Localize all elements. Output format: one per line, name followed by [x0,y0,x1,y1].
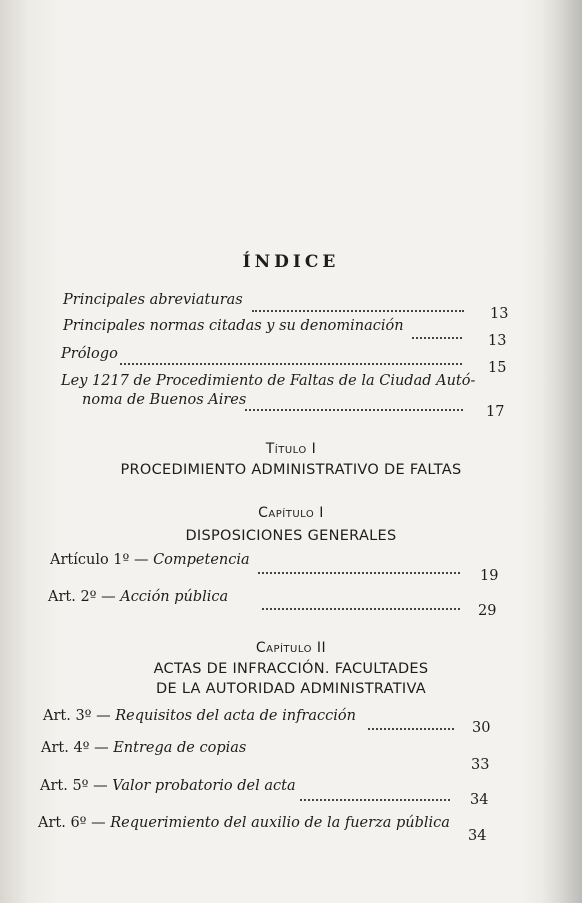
dot-leader [120,361,462,365]
page-number: 13 [488,333,507,349]
page-number: 34 [470,792,489,808]
toc-entry-title-line2: noma de Buenos Aires [82,392,247,408]
article-number: Art. 3º — [43,708,111,724]
toc-entry-title: Prólogo [61,346,118,362]
capitulo-1-name: DISPOSICIONES GENERALES [185,528,397,544]
toc-entry-title-line1: Ley 1217 de Procedimiento de Faltas de la Ciudad Autó- [61,373,476,389]
article-number: Art. 6º — [38,815,106,831]
titulo-name: PROCEDIMIENTO ADMINISTRATIVO DE FALTAS [120,462,462,478]
article-title: Entrega de copias [113,740,247,756]
article-title: Acción pública [120,589,229,605]
toc-entry-title: Principales abreviaturas [63,292,243,308]
dot-leader [245,407,463,411]
toc-entry-art-5[interactable] [40,778,296,794]
capitulo-1-label: Capítulo I [258,505,324,521]
page-number: 33 [471,757,490,773]
dot-leader [412,335,462,339]
dot-leader [368,726,454,730]
toc-entry-title: Principales normas citadas y su denominación [63,318,404,334]
dot-leader [262,606,460,610]
capitulo-2-name-line1: ACTAS DE INFRACCIÓN. FACULTADES [153,661,429,677]
capitulo-2-label: Capítulo II [255,640,327,656]
index-heading: ÍNDICE [242,252,340,272]
toc-entry-ley-1217[interactable] [61,373,475,389]
article-number: Artículo 1º — [50,552,149,568]
article-number: Art. 4º — [41,740,109,756]
capitulo-2-name-line2: DE LA AUTORIDAD ADMINISTRATIVA [155,681,426,697]
page-number: 13 [490,306,509,322]
page-number: 17 [486,404,505,420]
dot-leader [252,308,464,312]
page-number: 30 [472,720,491,736]
article-title: Competencia [153,552,250,568]
toc-entry-abreviaturas[interactable] [63,292,243,308]
toc-entry-art-6[interactable] [38,815,450,831]
page-number: 34 [468,828,487,844]
article-title: Valor probatorio del acta [112,778,296,794]
dot-leader [300,797,450,801]
article-title: Requerimiento del auxilio de la fuerza pública [110,815,450,831]
article-number: Art. 2º — [48,589,116,605]
toc-entry-art-2[interactable] [48,589,228,605]
toc-entry-ley-1217-cont [82,392,246,408]
dot-leader [258,570,460,574]
page-number: 29 [478,603,497,619]
article-title: Requisitos del acta de infracción [115,708,356,724]
titulo-label: Título I [265,441,317,457]
toc-entry-prologo[interactable] [61,346,118,362]
toc-entry-art-1[interactable] [50,552,250,568]
page-number: 19 [480,568,499,584]
toc-entry-art-3[interactable] [43,708,356,724]
toc-entry-art-4[interactable] [41,740,246,756]
toc-entry-normas[interactable] [63,318,404,334]
page-number: 15 [488,360,507,376]
article-number: Art. 5º — [40,778,108,794]
